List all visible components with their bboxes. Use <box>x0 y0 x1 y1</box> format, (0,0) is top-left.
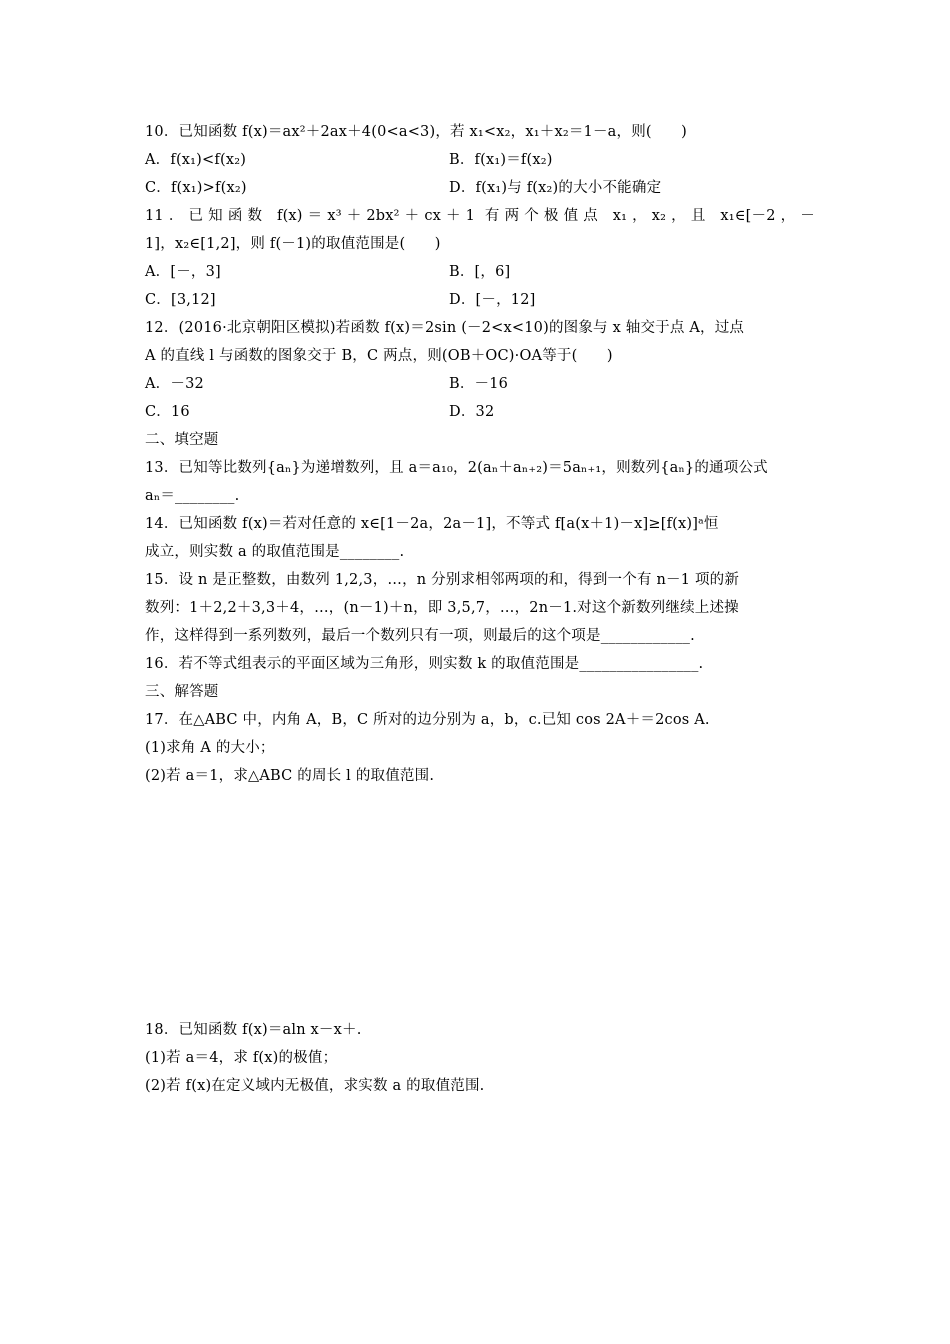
q18-part2: (2)若 f(x)在定义域内无极值，求实数 a 的取值范围. <box>145 1078 485 1094</box>
q14-stem-line1: 14．已知函数 f(x)＝若对任意的 x∈[1－2a，2a－1]，不等式 f[a(x＋1)－x]≥[f(x)]ᵃ恒 <box>145 516 719 532</box>
q11-stem-line1: 11．已知函数 f(x)＝x³＋2bx²＋cx＋1 有两个极值点 x₁，x₂，且 x₁∈[－2，－ <box>145 208 815 224</box>
q12-option-a: A．－32 <box>145 376 204 392</box>
q11-option-a: A．[－，3] <box>145 264 221 280</box>
section-answer-heading: 三、解答题 <box>145 684 219 700</box>
section-fill-in-heading: 二、填空题 <box>145 432 219 448</box>
q18-stem: 18．已知函数 f(x)＝aln x－x＋. <box>145 1022 362 1038</box>
q13-stem-line2: aₙ＝________. <box>145 488 240 504</box>
q10-option-c: C．f(x₁)>f(x₂) <box>145 180 247 196</box>
q11-option-c: C．[3,12] <box>145 292 216 308</box>
q12-option-c: C．16 <box>145 404 190 420</box>
q15-stem-line2: 数列：1＋2,2＋3,3＋4，…，(n－1)＋n，即 3,5,7，…，2n－1.对这个新数列继续上述操 <box>145 600 739 616</box>
q18-part1: (1)若 a＝4，求 f(x)的极值； <box>145 1050 338 1066</box>
q12-option-b: B．－16 <box>449 376 509 392</box>
q16-stem: 16．若不等式组表示的平面区域为三角形，则实数 k 的取值范围是________________. <box>145 656 704 672</box>
q17-part1: (1)求角 A 的大小； <box>145 740 275 756</box>
q11-stem-line2: 1]，x₂∈[1,2]，则 f(－1)的取值范围是( ) <box>145 236 441 252</box>
q10-stem: 10．已知函数 f(x)＝ax²＋2ax＋4(0<a<3)，若 x₁<x₂，x₁＋x₂＝1－a，则( ) <box>145 124 688 140</box>
q15-stem-line3: 作，这样得到一系列数列，最后一个数列只有一项，则最后的这个项是____________. <box>145 628 695 644</box>
q17-part2: (2)若 a＝1，求△ABC 的周长 l 的取值范围. <box>145 768 435 784</box>
q15-stem-line1: 15．设 n 是正整数，由数列 1,2,3，…，n 分别求相邻两项的和，得到一个有 n－1 项的新 <box>145 572 740 588</box>
q12-stem-line1: 12．(2016·北京朝阳区模拟)若函数 f(x)＝2sin (－2<x<10)的图象与 x 轴交于点 A，过点 <box>145 320 745 336</box>
q10-option-d: D．f(x₁)与 f(x₂)的大小不能确定 <box>449 180 662 196</box>
q14-stem-line2: 成立，则实数 a 的取值范围是________. <box>145 544 405 560</box>
q12-option-d: D．32 <box>449 404 495 420</box>
q10-option-b: B．f(x₁)＝f(x₂) <box>449 152 553 168</box>
q10-option-a: A．f(x₁)<f(x₂) <box>145 152 247 168</box>
q13-stem-line1: 13．已知等比数列{aₙ}为递增数列，且 a＝a₁₀，2(aₙ＋aₙ₊₂)＝5aₙ₊₁，则数列{aₙ}的通项公式 <box>145 460 768 476</box>
q12-stem-line2: A 的直线 l 与函数的图象交于 B，C 两点，则(OB＋OC)·OA等于( ) <box>145 348 613 364</box>
q11-option-b: B．[，6] <box>449 264 511 280</box>
q17-stem: 17．在△ABC 中，内角 A，B，C 所对的边分别为 a，b，c.已知 cos 2A＋＝2cos A. <box>145 712 710 728</box>
q11-option-d: D．[－，12] <box>449 292 536 308</box>
